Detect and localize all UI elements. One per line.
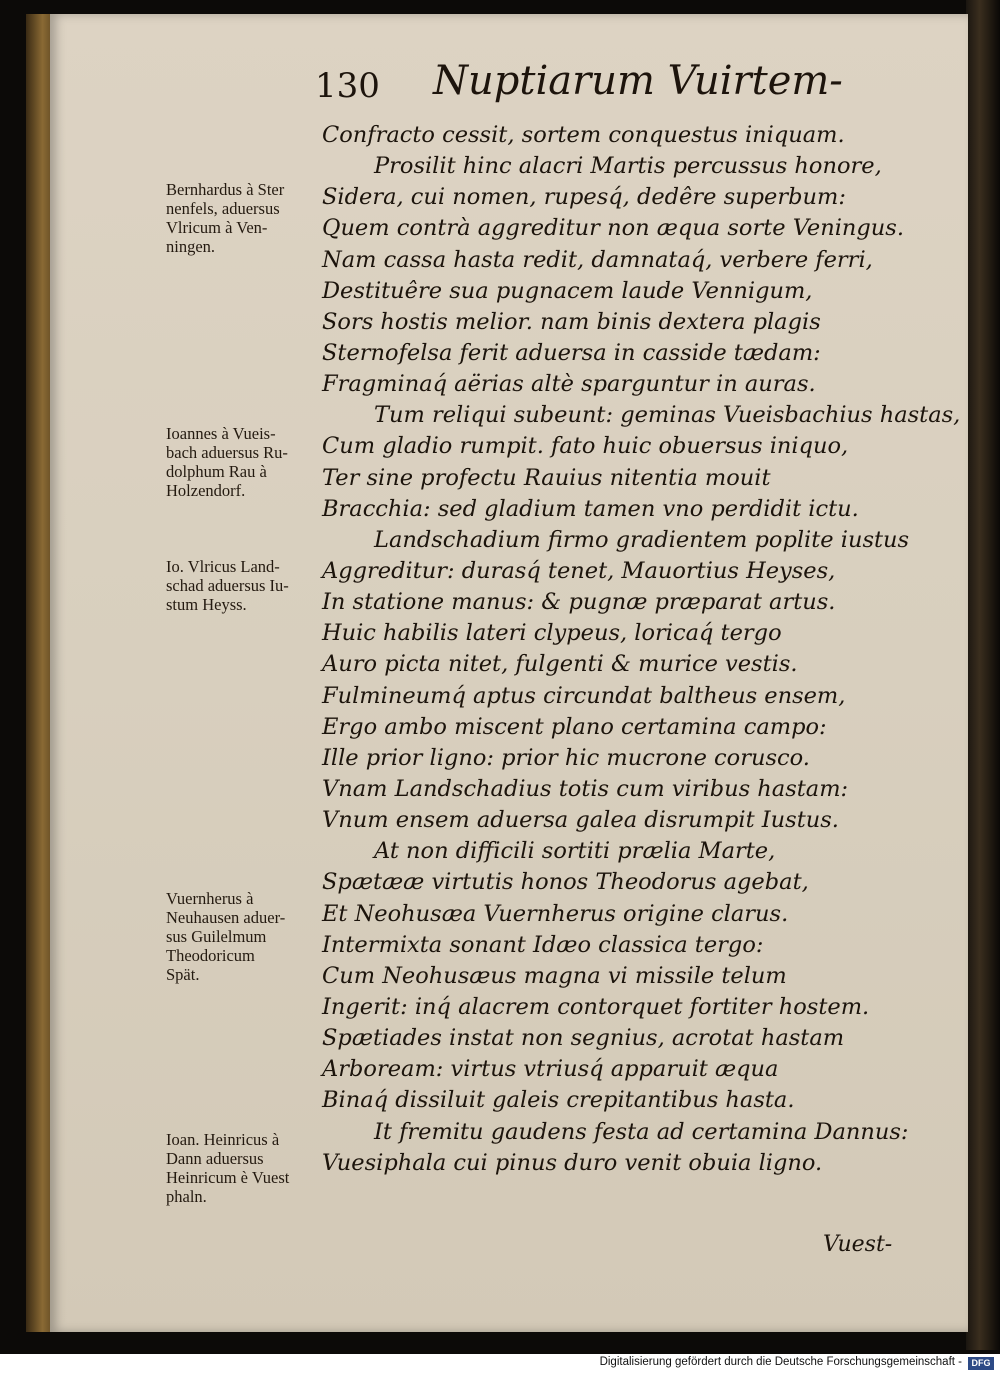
verse-line: Arboream: virtus vtriusq́ apparuit æqua [322, 1056, 779, 1083]
verse-line: Sternofelsa ferit aduersa in casside tædam: [322, 339, 821, 366]
verse-line: Vnum ensem aduersa galea disrumpit Iustus. [322, 807, 839, 834]
verse-line: Huic habilis lateri clypeus, loricaq́ tergo [322, 620, 782, 647]
verse-line: In statione manus: & pugnæ præparat artus. [322, 589, 836, 616]
verse-line: Vuesiphala cui pinus duro venit obuia ligno. [322, 1149, 823, 1176]
margin-note: Io. Vlricus Land- schad aduersus Iu- stum Heyss. [166, 557, 289, 614]
dfg-logo: DFG [968, 1357, 994, 1370]
verse-line: Spætææ virtutis honos Theodorus agebat, [322, 869, 809, 896]
verse-line: Spætiades instat non segnius, acrotat hastam [322, 1025, 845, 1052]
verse-line: Bracchia: sed gladium tamen vno perdidit ictu. [322, 495, 859, 522]
funding-credit: Digitalisierung gefördert durch die Deutsche Forschungsgemeinschaft - [599, 1356, 962, 1368]
verse-line: Ter sine profectu Rauius nitentia mouit [322, 464, 771, 491]
margin-note: Vuernherus à Neuhausen aduer- sus Guilelmum Theodoricum Spät. [166, 889, 286, 984]
verse-line: At non difficili sortiti prælia Marte, [374, 838, 776, 865]
verse-line: Landschadium firmo gradientem poplite iustus [374, 526, 910, 553]
verse-line: Ille prior ligno: prior hic mucrone corusco. [322, 744, 810, 771]
page-number: 130 [315, 66, 380, 106]
running-title: Nuptiarum Vuirtem- [433, 58, 843, 104]
verse-line: Cum Neohusæus magna vi missile telum [322, 962, 787, 989]
page-edge-shadow [966, 0, 1000, 1350]
digitization-footer [0, 1354, 1000, 1373]
verse-line: Prosilit hinc alacri Martis percussus honore, [374, 153, 882, 180]
verse-line: Fragminaq́ aërias altè sparguntur in auras. [322, 371, 816, 398]
margin-note: Ioannes à Vueis- bach aduersus Ru- dolphum Rau à Holzendorf. [166, 424, 288, 500]
verse-line: Quem contrà aggreditur non æqua sorte Veningus. [322, 215, 904, 242]
page-header [315, 58, 843, 118]
verse-line: Nam cassa hasta redit, damnataq́, verbere ferri, [322, 246, 873, 273]
verse-line: Destituêre sua pugnacem laude Vennigum, [322, 277, 813, 304]
verse-line: Confracto cessit, sortem conquestus iniquam. [322, 122, 845, 148]
margin-note: Ioan. Heinricus à Dann aduersus Heinricum è Vuest phaln. [166, 1130, 290, 1206]
verse-line: Ingerit: inq́ alacrem contorquet fortiter hostem. [322, 993, 870, 1020]
verse-line: It fremitu gaudens festa ad certamina Dannus: [374, 1118, 909, 1145]
verse-line: Sidera, cui nomen, rupesq́, dedêre superbum: [322, 184, 846, 211]
margin-note: Bernhardus à Ster nenfels, aduersus Vlricum à Ven- ningen. [166, 180, 285, 256]
verse-line: Ergo ambo miscent plano certamina campo: [322, 713, 827, 740]
verse-line: Vnam Landschadius totis cum viribus hastam: [322, 775, 849, 802]
verse-line: Auro picta nitet, fulgenti & murice vestis. [322, 651, 798, 678]
catchword: Vuest- [823, 1232, 893, 1257]
verse-line: Cum gladio rumpit. fato huic obuersus iniquo, [322, 433, 849, 460]
verse-line: Aggreditur: durasq́ tenet, Mauortius Heyses, [322, 557, 836, 584]
verse-line: Et Neohusæa Vuernherus origine clarus. [322, 900, 789, 927]
verse-block [322, 120, 961, 1179]
verse-line: Sors hostis melior. nam binis dextera plagis [322, 308, 821, 335]
verse-line: Binaq́ dissiluit galeis crepitantibus hasta. [322, 1087, 795, 1114]
verse-line: Fulmineumq́ aptus circundat baltheus ensem, [322, 682, 846, 709]
verse-line: Tum reliqui subeunt: geminas Vueisbachius hastas, [374, 402, 961, 429]
verse-line: Intermixta sonant Idæo classica tergo: [322, 931, 764, 958]
